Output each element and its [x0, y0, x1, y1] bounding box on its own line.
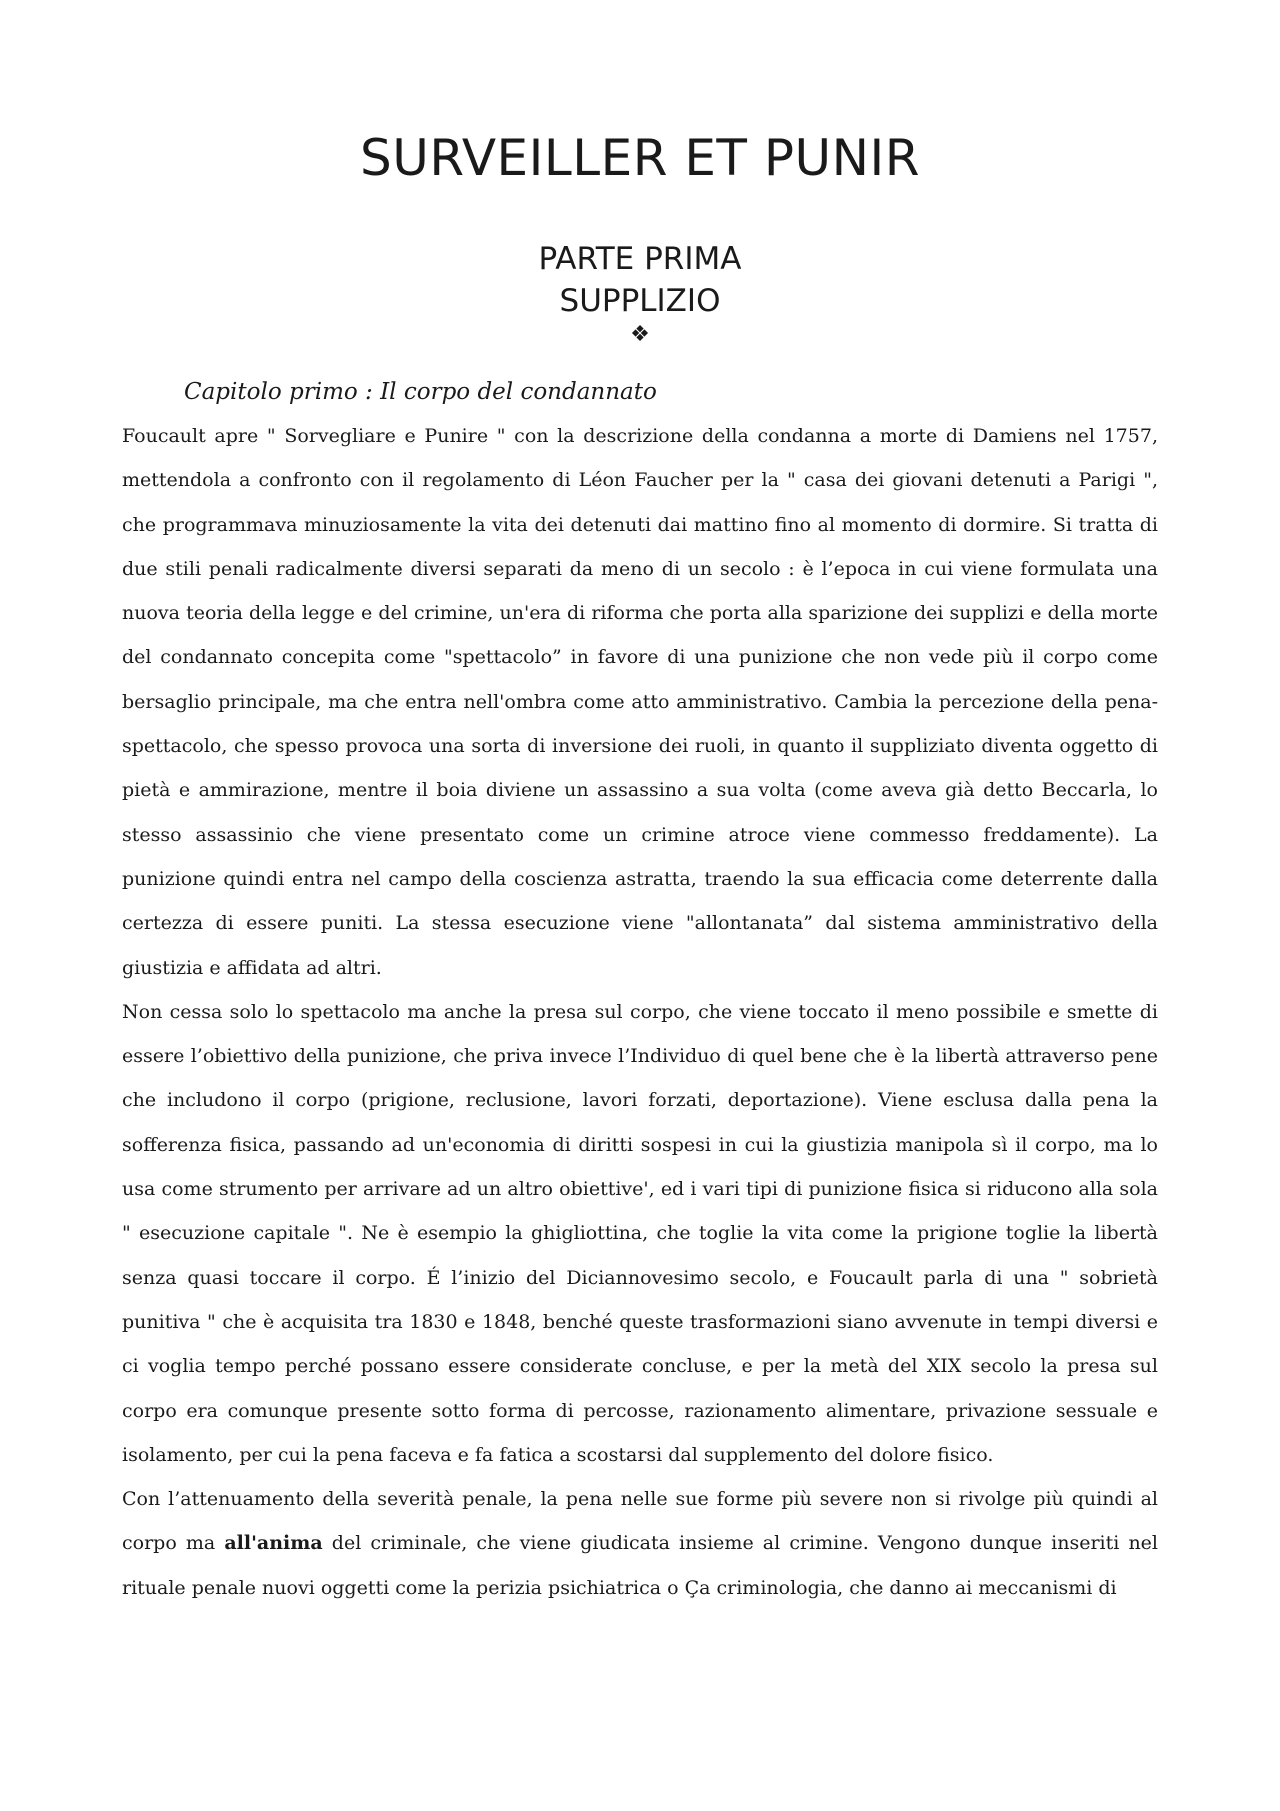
paragraph-3: [122, 1477, 1158, 1610]
paragraph-3-end: del criminale, che viene giudicata insieme al crimine. Vengono dunque inseriti nel rituale penale nuovi oggetti come la perizia psichiatrica o Ça criminologia, che danno ai meccanismi di: [122, 1532, 1159, 1599]
chapter-heading: Capitolo primo : Il corpo del condannato: [184, 379, 657, 405]
part-title: SUPPLIZIO: [559, 283, 721, 319]
document-title: SURVEILLER ET PUNIR: [360, 129, 920, 187]
body-text: [122, 414, 1158, 1610]
paragraph-1: Foucault apre " Sorvegliare e Punire " con la descrizione della condanna a morte di Damiens nel 1757, mettendola a confronto con il regolamento di Léon Faucher per la " casa dei giovani detenuti a Parigi ", che programmava minuziosamente la vita dei detenuti dai mattino fino al momento di dormire. Si tratta di due stili penali radicalmente diversi separati da meno di un secolo : è l’epoca in cui viene formulata una nuova teoria della legge e del crimine, un'era di riforma che porta alla sparizione dei supplizi e della morte del condannato concepita come "spettacolo” in favore di una punizione che non vede più il corpo come bersaglio principale, ma che entra nell'ombra come atto amministrativo. Cambia la percezione della pena-spettacolo, che spesso provoca una sorta di inversione dei ruoli, in quanto il suppliziato diventa oggetto di pietà e ammirazione, mentre il boia diviene un assassino a sua volta (come aveva già detto Beccarla, lo stesso assassinio che viene presentato come un crimine atroce viene commesso freddamente). La punizione quindi entra nel campo della coscienza astratta, traendo la sua efficacia come deterrente dalla certezza di essere puniti. La stessa esecuzione viene "allontanata” dal sistema amministrativo della giustizia e affidata ad altri.: [122, 425, 1158, 979]
ornament-icon: ❖: [630, 322, 650, 347]
part-heading: [122, 238, 1158, 322]
paragraph-3-emphasis: all'anima: [224, 1532, 323, 1555]
paragraph-3-start: Con l’attenuamento della severità penale, la pena nelle sue forme più severe non si rivolge più quindi al corpo ma: [122, 1488, 1158, 1555]
paragraph-2: Non cessa solo lo spettacolo ma anche la presa sul corpo, che viene toccato il meno possibile e smette di essere l’obiettivo della punizione, che priva invece l’Individuo di quel bene che è la libertà attraverso pene che includono il corpo (prigione, reclusione, lavori forzati, deportazione). Viene esclusa dalla pena la sofferenza fisica, passando ad un'economia di diritti sospesi in cui la giustizia manipola sì il corpo, ma lo usa come strumento per arrivare ad un altro obiettive', ed i vari tipi di punizione fisica si riducono alla sola " esecuzione capitale ". Ne è esempio la ghigliottina, che toglie la vita come la prigione toglie la libertà senza quasi toccare il corpo. É l’inizio del Diciannovesimo secolo, e Foucault parla di una " sobrietà punitiva " che è acquisita tra 1830 e 1848, benché queste trasformazioni siano avvenute in tempi diversi e ci voglia tempo perché possano essere considerate concluse, e per la metà del XIX secolo la presa sul corpo era comunque presente sotto forma di percosse, razionamento alimentare, privazione sessuale e isolamento, per cui la pena faceva e fa fatica a scostarsi dal supplemento del dolore fisico.: [122, 1000, 1158, 1466]
part-label: PARTE PRIMA: [538, 241, 742, 277]
